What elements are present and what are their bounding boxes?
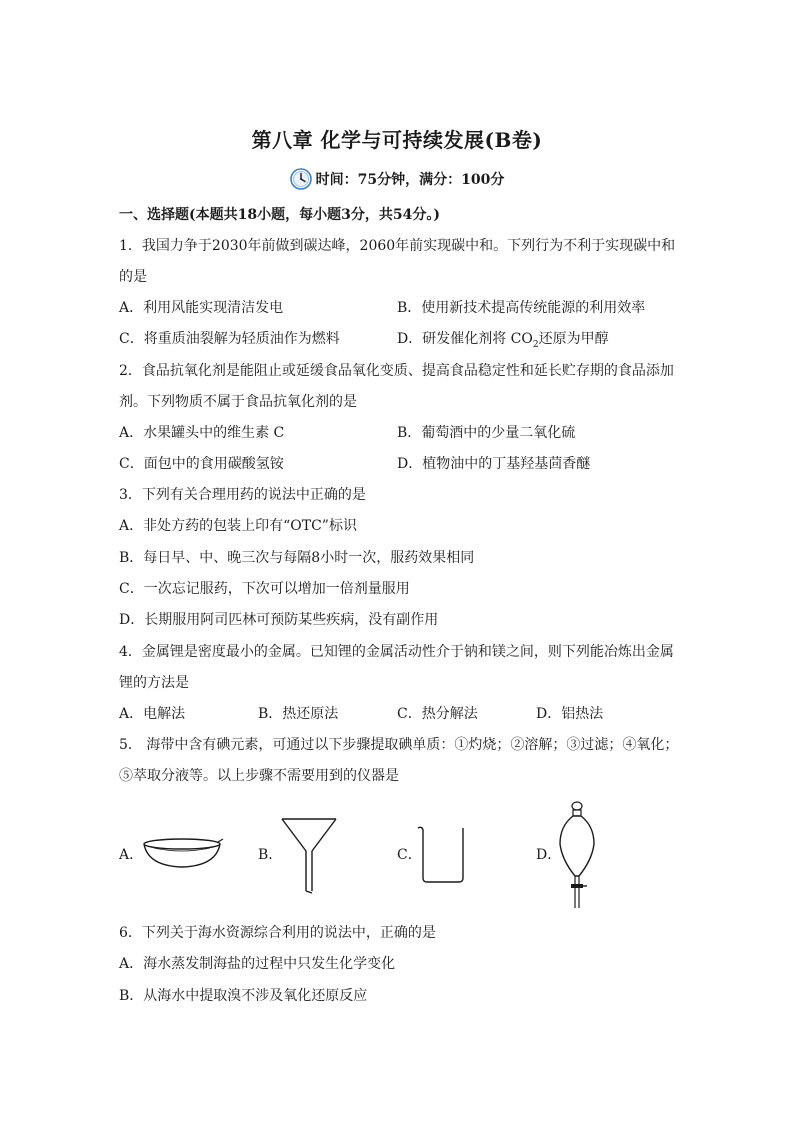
exam-info: [0, 166, 794, 192]
q6-stem: 6．下列关于海水资源综合利用的说法中，正确的是: [119, 925, 436, 941]
q2-stem-line2: 剂。下列物质不属于食品抗氧化剂的是: [119, 394, 357, 410]
funnel-icon[interactable]: [278, 815, 340, 897]
evaporating-dish-icon[interactable]: [140, 832, 224, 872]
q3-option-d[interactable]: D．长期服用阿司匹林可预防某些疾病，没有副作用: [119, 612, 439, 628]
q6-option-a[interactable]: A．海水蒸发制海盐的过程中只发生化学变化: [119, 956, 396, 972]
q2-option-c[interactable]: C．面包中的食用碳酸氢铵: [119, 456, 284, 472]
exam-time-score: 时间：75分钟，满分：100分: [315, 172, 505, 188]
q4-option-c[interactable]: C．热分解法: [397, 706, 478, 722]
q3-option-b[interactable]: B．每日早、中、晚三次与每隔8小时一次，服药效果相同: [119, 550, 475, 566]
q5-option-a-label[interactable]: A．: [119, 847, 144, 863]
beaker-icon[interactable]: [416, 824, 470, 886]
clock-icon: [290, 168, 312, 190]
q2-option-a[interactable]: A．水果罐头中的维生素 C: [119, 425, 285, 441]
q5-stem-line2: ⑤萃取分液等。以上步骤不需要用到的仪器是: [119, 768, 399, 784]
q5-option-d-label[interactable]: D．: [536, 847, 562, 863]
q1-option-a[interactable]: A．利用风能实现清洁发电: [119, 300, 284, 316]
q1-option-d-pre: D．研发催化剂将 CO: [397, 331, 533, 347]
q5-stem-line1: 5． 海带中含有碘元素，可通过以下步骤提取碘单质：①灼烧；②溶解；③过滤；④氧化；: [119, 737, 679, 753]
q4-stem-line2: 锂的方法是: [119, 675, 189, 691]
q2-option-d[interactable]: D．植物油中的丁基羟基茴香醚: [397, 456, 591, 472]
q4-option-d[interactable]: D．铝热法: [536, 706, 604, 722]
section-heading: 一、选择题(本题共18小题，每小题3分，共54分。): [119, 207, 440, 223]
q5-option-c-label[interactable]: C．: [397, 847, 422, 863]
q1-option-d-post: 还原为甲醇: [538, 331, 609, 347]
q2-stem-line1: 2．食品抗氧化剂是能阻止或延缓食品氧化变质、提高食品稳定性和延长贮存期的食品添加: [119, 363, 674, 379]
q3-stem: 3．下列有关合理用药的说法中正确的是: [119, 487, 366, 503]
q1-option-b[interactable]: B．使用新技术提高传统能源的利用效率: [397, 300, 646, 316]
q4-option-b[interactable]: B．热还原法: [258, 706, 339, 722]
q1-option-d-sub: 2: [532, 339, 539, 350]
q5-option-b-label[interactable]: B．: [258, 847, 283, 863]
q1-stem-line1: 1．我国力争于2030年前做到碳达峰，2060年前实现碳中和。下列行为不利于实现碳中和: [119, 238, 676, 254]
q1-option-d[interactable]: [397, 330, 609, 354]
q3-option-a[interactable]: A．非处方药的包装上印有“OTC”标识: [119, 518, 357, 534]
q4-option-a[interactable]: A．电解法: [119, 706, 186, 722]
q6-option-b[interactable]: B．从海水中提取溴不涉及氧化还原反应: [119, 988, 368, 1004]
q1-stem-line2: 的是: [119, 269, 147, 285]
q3-option-c[interactable]: C．一次忘记服药，下次可以增加一倍剂量服用: [119, 581, 410, 597]
q1-option-c[interactable]: C．将重质油裂解为轻质油作为燃料: [119, 331, 340, 347]
q2-option-b[interactable]: B．葡萄酒中的少量二氧化硫: [397, 425, 576, 441]
separatory-funnel-icon[interactable]: [556, 800, 598, 912]
q4-stem-line1: 4．金属锂是密度最小的金属。已知锂的金属活动性介于钠和镁之间，则下列能冶炼出金属: [119, 644, 674, 660]
page-title: 第八章 化学与可持续发展(B卷): [251, 128, 543, 152]
